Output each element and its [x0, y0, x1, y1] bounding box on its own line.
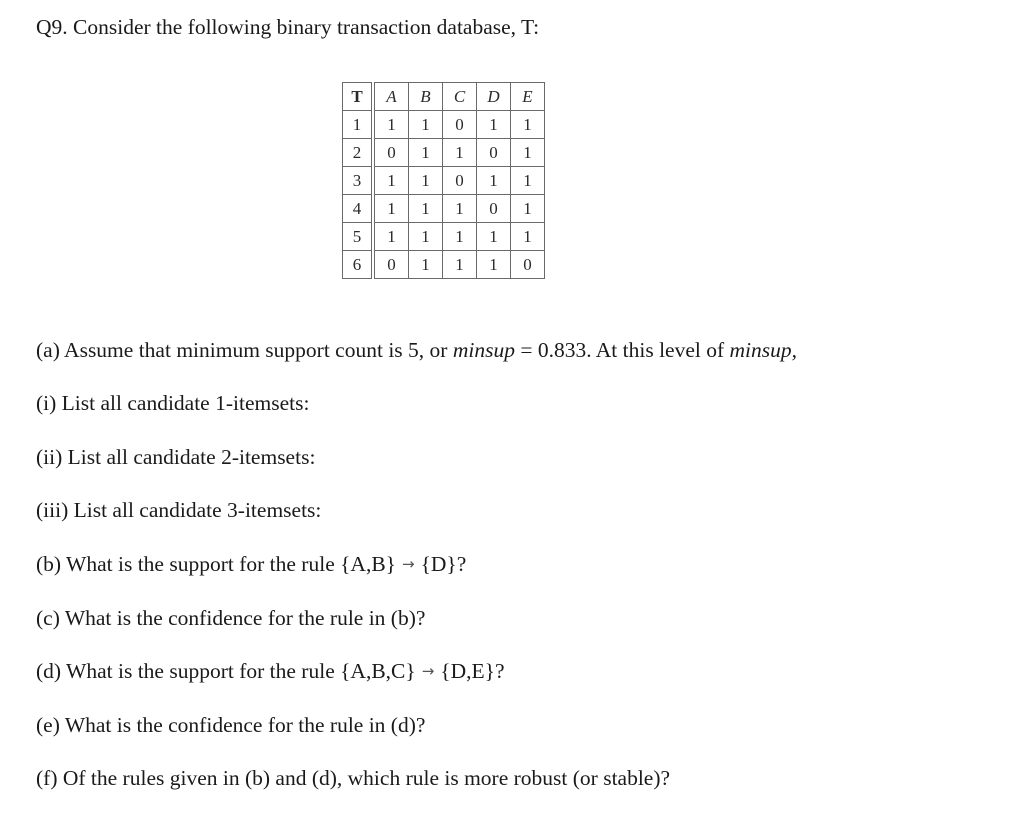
- table-cell: 1: [443, 195, 477, 223]
- table-cell: 1: [409, 111, 443, 139]
- table-cell: 0: [373, 251, 409, 279]
- table-row: [343, 111, 545, 139]
- table-cell: 1: [409, 251, 443, 279]
- header-b: B: [409, 83, 443, 111]
- part-b-text: (b) What is the support for the rule {A,B}: [36, 552, 396, 576]
- table-header-row: [343, 83, 545, 111]
- part-c: (c) What is the confidence for the rule in (b)?: [36, 606, 426, 630]
- question-title: Q9. Consider the following binary transaction database, T:: [36, 15, 540, 39]
- table-cell: 0: [373, 139, 409, 167]
- part-e: (e) What is the confidence for the rule in (d)?: [36, 713, 426, 737]
- header-e: E: [511, 83, 545, 111]
- table-row: [343, 223, 545, 251]
- table-cell: 1: [373, 111, 409, 139]
- header-d: D: [477, 83, 511, 111]
- table-cell: 1: [511, 139, 545, 167]
- table-cell: 1: [511, 223, 545, 251]
- table-row: [343, 251, 545, 279]
- table-row: [343, 195, 545, 223]
- part-b: [36, 554, 466, 576]
- table-cell: 1: [477, 111, 511, 139]
- table-cell: 5: [343, 223, 374, 251]
- part-b-consequent: {D}?: [420, 552, 467, 576]
- table-cell: 4: [343, 195, 374, 223]
- part-a-ii: (ii) List all candidate 2-itemsets:: [36, 445, 316, 469]
- table-cell: 6: [343, 251, 374, 279]
- transaction-table: [342, 82, 545, 279]
- table-cell: 1: [409, 139, 443, 167]
- table-cell: 1: [511, 167, 545, 195]
- table-cell: 3: [343, 167, 374, 195]
- table-cell: 0: [477, 139, 511, 167]
- part-a-i: (i) List all candidate 1-itemsets:: [36, 391, 310, 415]
- table-cell: 1: [373, 223, 409, 251]
- table-cell: 1: [343, 111, 374, 139]
- right-arrow-icon: →: [402, 555, 415, 573]
- table-cell: 1: [477, 223, 511, 251]
- right-arrow-icon: →: [421, 662, 435, 680]
- part-a-text: (a) Assume that minimum support count is 5, or: [36, 338, 453, 362]
- header-t: T: [343, 83, 374, 111]
- table-cell: 1: [409, 223, 443, 251]
- part-a-minsup-end: minsup,: [729, 338, 798, 362]
- table-cell: 1: [511, 195, 545, 223]
- table-cell: 1: [373, 195, 409, 223]
- header-c: C: [443, 83, 477, 111]
- part-f: (f) Of the rules given in (b) and (d), which rule is more robust (or stable)?: [36, 766, 671, 790]
- table-cell: 1: [477, 167, 511, 195]
- table-cell: 1: [409, 195, 443, 223]
- table-cell: 0: [443, 111, 477, 139]
- table-row: [343, 167, 545, 195]
- table-cell: 1: [511, 111, 545, 139]
- part-a: [36, 340, 797, 362]
- table-cell: 1: [409, 167, 443, 195]
- table-row: [343, 139, 545, 167]
- table-cell: 1: [443, 139, 477, 167]
- part-a-iii: (iii) List all candidate 3-itemsets:: [36, 498, 322, 522]
- table-cell: 1: [443, 251, 477, 279]
- table-cell: 0: [511, 251, 545, 279]
- part-a-mid: = 0.833. At this level of: [514, 338, 730, 362]
- table-cell: 1: [477, 251, 511, 279]
- part-d-text: (d) What is the support for the rule {A,B,C}: [36, 659, 416, 683]
- table-cell: 0: [477, 195, 511, 223]
- part-a-minsup: minsup: [452, 338, 515, 362]
- table-cell: 0: [443, 167, 477, 195]
- table-cell: 1: [443, 223, 477, 251]
- part-d: [36, 661, 505, 683]
- part-d-consequent: {D,E}?: [440, 659, 505, 683]
- table-cell: 2: [343, 139, 374, 167]
- table-cell: 1: [373, 167, 409, 195]
- header-a: A: [373, 83, 409, 111]
